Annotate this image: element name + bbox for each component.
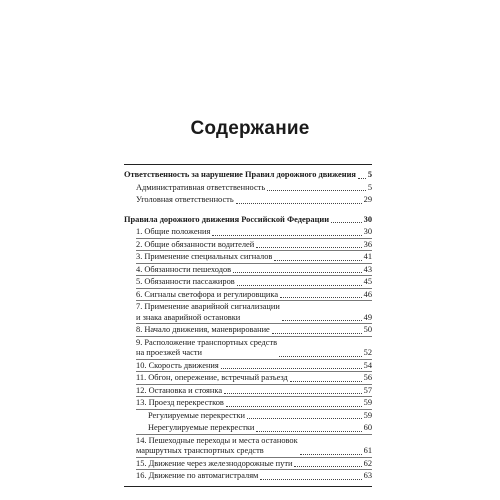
- toc-item-label: 12. Остановка и стоянка: [136, 385, 223, 395]
- toc-item-label: [136, 338, 277, 359]
- toc-item[interactable]: [124, 183, 372, 194]
- toc-item-label: 16. Движение по автомагистралям: [136, 471, 259, 480]
- toc-item-label-line: 14. Пешеходные переходы и места остановок: [136, 435, 298, 445]
- toc-page-number: 63: [363, 471, 372, 480]
- dot-leader: [274, 260, 361, 261]
- page-title: Содержание: [190, 118, 310, 139]
- dot-leader: [282, 320, 362, 321]
- toc-page-number: 50: [363, 325, 372, 334]
- toc-item-label: Регулируемые перекрестки: [148, 410, 246, 420]
- toc-item-label: 11. Обгон, опережение, встречный разъезд: [136, 373, 288, 382]
- toc-page-number: 45: [363, 277, 372, 286]
- toc-page-number: 46: [363, 289, 372, 299]
- dot-leader: [331, 222, 362, 223]
- top-rule: [124, 164, 372, 165]
- toc-item[interactable]: [124, 302, 372, 323]
- toc-page-number: 29: [363, 195, 372, 204]
- toc-page-number: 52: [363, 348, 372, 357]
- toc-item-label: 2. Общие обязанности водителей: [136, 239, 255, 249]
- toc-item[interactable]: [124, 459, 372, 470]
- dot-leader: [272, 333, 362, 334]
- toc-page-number: 56: [363, 373, 372, 382]
- toc-item[interactable]: [124, 290, 372, 301]
- toc-item[interactable]: [124, 265, 372, 276]
- toc-item-label: 6. Сигналы светофора и регулировщика: [136, 289, 279, 299]
- dot-leader: [237, 285, 362, 286]
- toc-item[interactable]: [124, 361, 372, 372]
- toc-item-label: 3. Применение специальных сигналов: [136, 252, 273, 261]
- toc-item[interactable]: [124, 373, 372, 384]
- dot-leader: [212, 235, 361, 236]
- dot-leader: [236, 203, 362, 204]
- toc-page-number: 59: [363, 398, 372, 407]
- toc-item[interactable]: [124, 227, 372, 238]
- toc-item[interactable]: [124, 338, 372, 359]
- dot-leader: [224, 393, 362, 394]
- toc-page-number: 30: [363, 214, 372, 224]
- toc-page-number: 5: [367, 170, 372, 179]
- toc-section-label: Ответственность за нарушение Правил дорожного движения: [124, 170, 356, 179]
- toc-page-number: 5: [367, 182, 372, 192]
- dot-leader: [233, 272, 361, 273]
- dot-leader: [260, 479, 361, 480]
- toc-page-number: 41: [363, 252, 372, 261]
- dot-leader: [280, 297, 362, 298]
- toc-item[interactable]: [124, 277, 372, 288]
- dot-leader: [300, 454, 362, 455]
- toc-page-number: 62: [363, 458, 372, 468]
- toc-page-number: 61: [363, 446, 372, 455]
- toc-section-responsibility[interactable]: [124, 170, 372, 181]
- toc-subitem[interactable]: [124, 423, 372, 434]
- toc-item-label-line: на проезжей части: [136, 348, 202, 357]
- toc-section-traffic-rules[interactable]: [124, 215, 372, 226]
- toc-subitem[interactable]: [124, 411, 372, 422]
- toc-item-label: 1. Общие положения: [136, 227, 211, 236]
- toc-item[interactable]: [124, 471, 372, 482]
- toc-page-number: 30: [363, 227, 372, 236]
- toc-item-label-line: 9. Расположение транспортных средств: [136, 337, 278, 347]
- toc-item-label: 5. Обязанности пассажиров: [136, 277, 235, 286]
- toc-item-label-line: 7. Применение аварийной сигнализации: [136, 302, 280, 311]
- toc-item-label-line: и знака аварийной остановки: [136, 312, 241, 322]
- toc-item-label: Административная ответственность: [136, 182, 266, 192]
- toc-item-label: 8. Начало движения, маневрирование: [136, 325, 270, 334]
- dot-leader: [221, 368, 362, 369]
- dot-leader: [226, 406, 362, 407]
- toc-item-label-line: маршрутных транспортных средств: [136, 446, 264, 455]
- toc-item[interactable]: [124, 240, 372, 251]
- toc-item[interactable]: [124, 398, 372, 409]
- toc-page-number: 59: [363, 410, 372, 420]
- dot-leader: [358, 178, 366, 179]
- toc-item[interactable]: [124, 325, 372, 336]
- toc-item-label: Нерегулируемые перекрестки: [148, 423, 255, 432]
- toc-page-number: 36: [363, 239, 372, 249]
- dot-leader: [256, 431, 361, 432]
- toc-item-label: 10. Скорость движения: [136, 360, 219, 370]
- toc-item[interactable]: [124, 252, 372, 263]
- toc-item-label: Уголовная ответственность: [136, 195, 234, 204]
- toc-section-label: Правила дорожного движения Российской Федерации: [124, 214, 330, 224]
- toc-page-number: 54: [363, 360, 372, 370]
- dot-leader: [267, 190, 366, 191]
- table-of-contents: [124, 164, 372, 487]
- dot-leader: [256, 247, 361, 248]
- toc-item-label: [136, 302, 280, 323]
- toc-item-label: 13. Проезд перекрестков: [136, 398, 224, 407]
- toc-page-number: 57: [363, 385, 372, 395]
- toc-item[interactable]: [124, 386, 372, 397]
- toc-item[interactable]: [124, 195, 372, 206]
- toc-item[interactable]: [124, 436, 372, 457]
- toc-page-number: 49: [363, 312, 372, 322]
- dot-leader: [294, 466, 361, 467]
- bottom-rule: [124, 486, 372, 487]
- toc-item-label: 15. Движение через железнодорожные пути: [136, 458, 293, 468]
- toc-page-number: 43: [363, 264, 372, 274]
- toc-item-label: 4. Обязанности пешеходов: [136, 264, 232, 274]
- dot-leader: [247, 418, 362, 419]
- dot-leader: [290, 381, 362, 382]
- toc-page-number: 60: [363, 423, 372, 432]
- toc-item-label: [136, 436, 298, 457]
- dot-leader: [279, 356, 362, 357]
